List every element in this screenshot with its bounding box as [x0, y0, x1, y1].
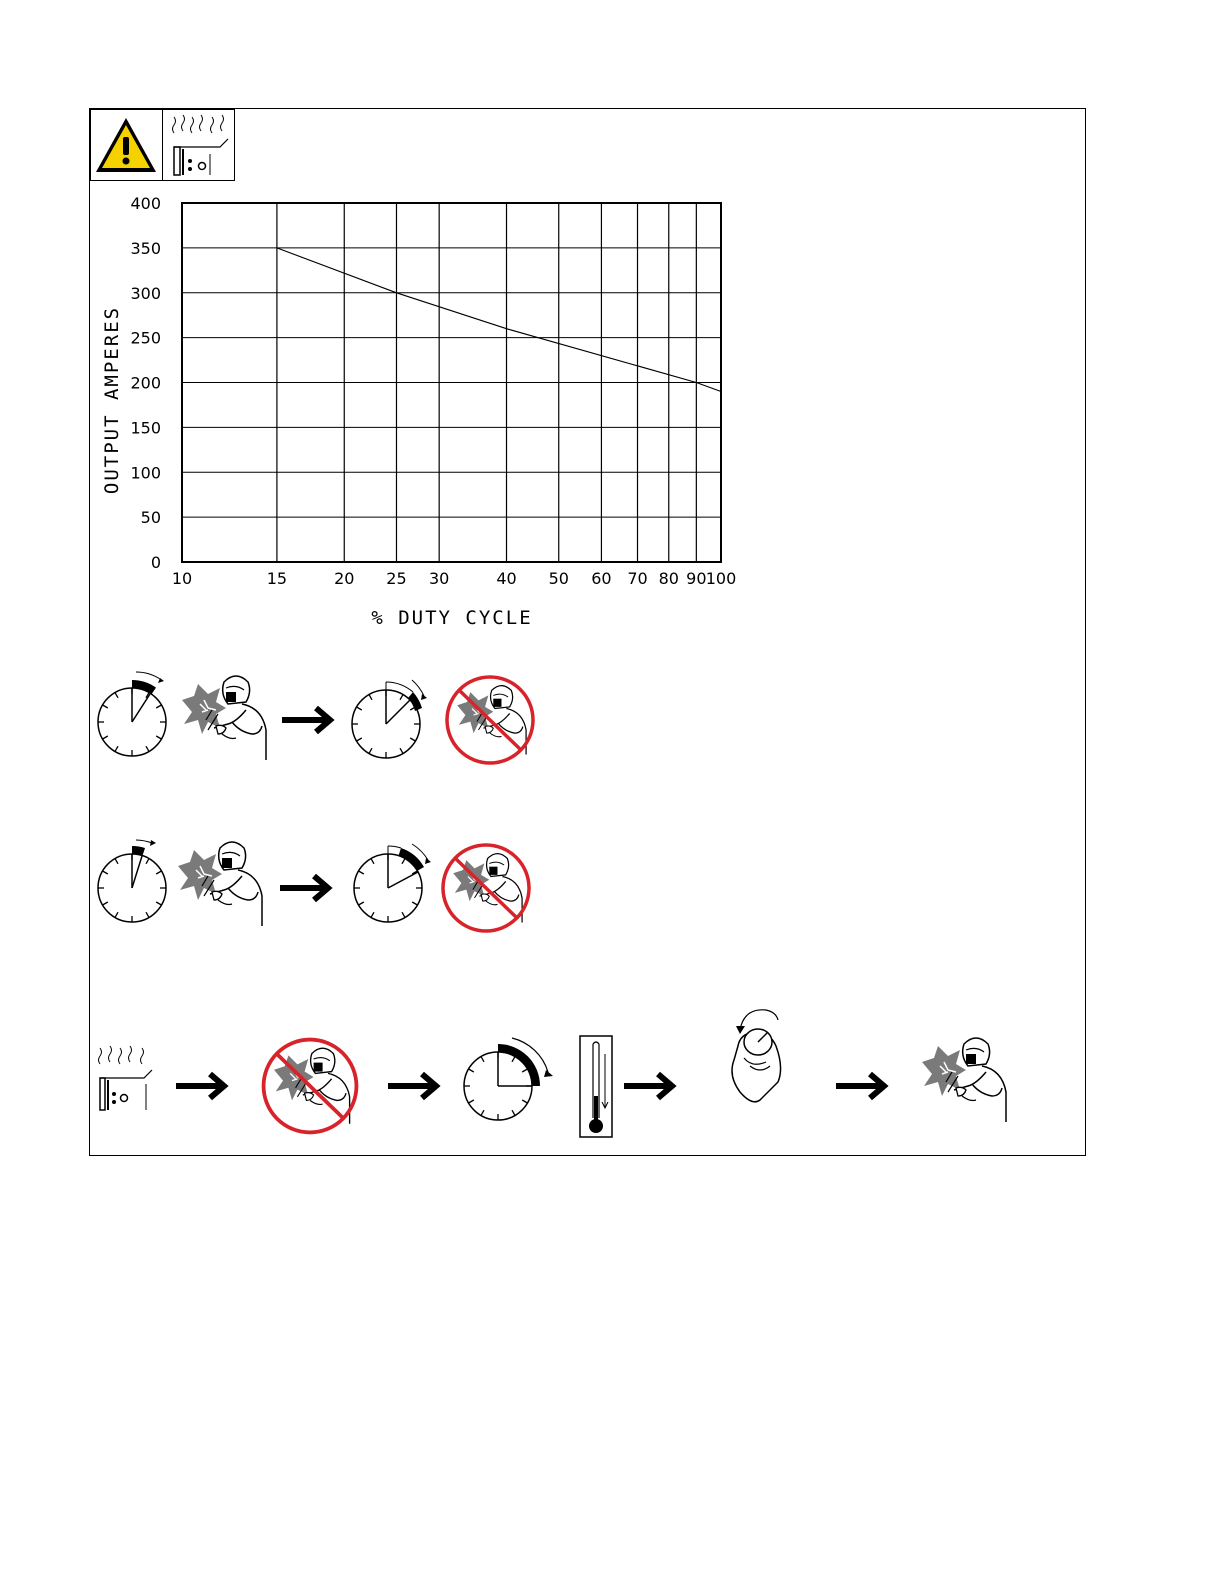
- x-tick-label: 80: [658, 569, 679, 588]
- x-tick-label: 70: [627, 569, 648, 588]
- no-welding-icon: [264, 1040, 357, 1133]
- arrow-right-icon: [280, 876, 328, 900]
- y-tick-label: 200: [130, 373, 161, 393]
- x-tick-label: 20: [334, 569, 355, 588]
- series-lines: [276, 247, 721, 392]
- x-tick-labels: [172, 569, 736, 588]
- duty-cycle-example-2: [92, 836, 552, 946]
- temperature-drop-icon: [580, 1036, 612, 1137]
- y-axis-title: OUTPUT AMPERES: [101, 305, 123, 495]
- data-point: [506, 328, 507, 329]
- y-tick-label: 250: [130, 328, 161, 348]
- x-tick-label: 15: [266, 569, 288, 588]
- x-tick-label: 10: [171, 569, 193, 588]
- welder-icon: [182, 676, 266, 760]
- arrow-right-icon: [836, 1074, 884, 1098]
- x-tick-label: 25: [386, 569, 407, 588]
- arrow-right-icon: [282, 708, 330, 732]
- x-tick-label: 30: [428, 569, 450, 588]
- arrow-right-icon: [176, 1074, 224, 1098]
- y-tick-label: 150: [130, 418, 161, 438]
- series-line: [277, 248, 721, 392]
- data-point: [720, 391, 721, 392]
- y-tick-label: 400: [130, 194, 161, 213]
- y-tick-label: 350: [130, 238, 161, 258]
- x-tick-label: 50: [548, 569, 569, 588]
- arrow-right-icon: [388, 1074, 436, 1098]
- y-tick-label: 50: [140, 508, 161, 528]
- warning-triangle-icon: [91, 110, 163, 181]
- data-point: [696, 382, 697, 383]
- y-tick-labels: [130, 194, 161, 572]
- timer-short-icon: [98, 840, 166, 922]
- y-tick-label: 100: [130, 463, 161, 483]
- arrow-right-icon: [624, 1074, 672, 1098]
- duty-cycle-example-1: [92, 668, 552, 778]
- overheat-procedure: [92, 1000, 1022, 1150]
- x-tick-label: 60: [591, 569, 612, 588]
- timer-rest-icon: [352, 680, 427, 758]
- overheating-machine-icon: [163, 110, 235, 181]
- x-axis-title: % DUTY CYCLE: [371, 607, 533, 629]
- hazard-header: [90, 109, 235, 181]
- welder-icon: [922, 1038, 1006, 1122]
- y-tick-label: 0: [150, 553, 161, 572]
- data-point: [396, 292, 397, 293]
- timer-wait-icon: [464, 1038, 553, 1120]
- x-tick-label: 40: [496, 569, 517, 588]
- x-tick-label: 90: [686, 569, 707, 588]
- y-tick-label: 300: [130, 283, 161, 303]
- reduce-output-knob-icon: [732, 1010, 781, 1102]
- x-tick-label: 100: [705, 569, 737, 588]
- no-welding-icon: [447, 677, 533, 763]
- no-welding-icon: [443, 845, 529, 931]
- duty-cycle-chart: [92, 180, 752, 640]
- timer-short-icon: [98, 672, 166, 756]
- timer-rest-icon: [354, 844, 431, 922]
- data-point: [276, 247, 277, 248]
- overheating-machine-icon: [99, 1046, 153, 1110]
- welder-icon: [178, 842, 262, 926]
- chart-grid: [182, 203, 721, 562]
